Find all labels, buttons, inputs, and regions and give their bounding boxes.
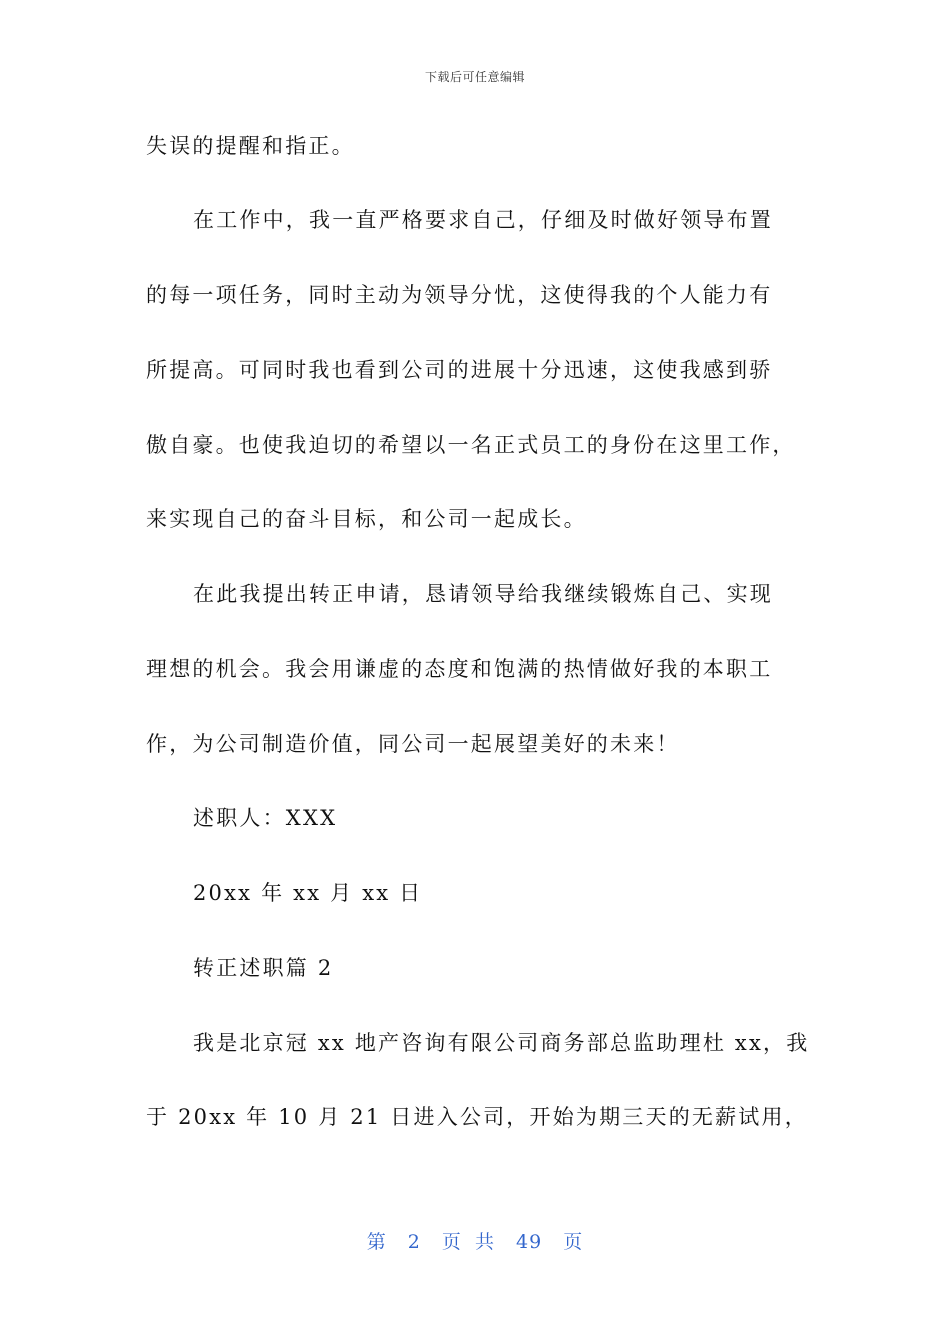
text-line: 失误的提醒和指正。 [146, 134, 355, 158]
text-line: 傲自豪。也使我迫切的希望以一名正式员工的身份在这里工作， [146, 433, 796, 457]
section-title: 转正述职篇 2 [193, 956, 334, 980]
text-line: 于 20xx 年 10 月 21 日进入公司，开始为期三天的无薪试用， [146, 1105, 808, 1129]
text-line: 理想的机会。我会用谦虚的态度和饱满的热情做好我的本职工 [146, 657, 773, 681]
text-line: 在工作中，我一直严格要求自己，仔细及时做好领导布置 [193, 208, 773, 232]
footer-mid: 页 共 [441, 1231, 495, 1253]
header-note: 下载后可任意编辑 [424, 70, 525, 84]
footer-prefix: 第 [366, 1231, 387, 1253]
text-line: 作，为公司制造价值，同公司一起展望美好的未来！ [146, 732, 680, 756]
footer-total-pages: 49 [516, 1231, 543, 1253]
text-line: 所提高。可同时我也看到公司的进展十分迅速，这使我感到骄 [146, 358, 773, 382]
text-line: 在此我提出转正申请，恳请领导给我继续锻炼自己、实现 [193, 582, 773, 606]
text-line: 的每一项任务，同时主动为领导分忧，这使得我的个人能力有 [146, 283, 773, 307]
text-line: 我是北京冠 xx 地产咨询有限公司商务部总监助理杜 xx，我 [193, 1031, 810, 1055]
signer-line: 述职人：XXX [193, 806, 338, 830]
footer-page-number: 2 [407, 1231, 421, 1253]
page-footer [0, 1227, 950, 1254]
date-line: 20xx 年 xx 月 xx 日 [193, 881, 423, 905]
footer-suffix: 页 [563, 1231, 584, 1253]
text-line: 来实现自己的奋斗目标，和公司一起成长。 [146, 507, 587, 531]
